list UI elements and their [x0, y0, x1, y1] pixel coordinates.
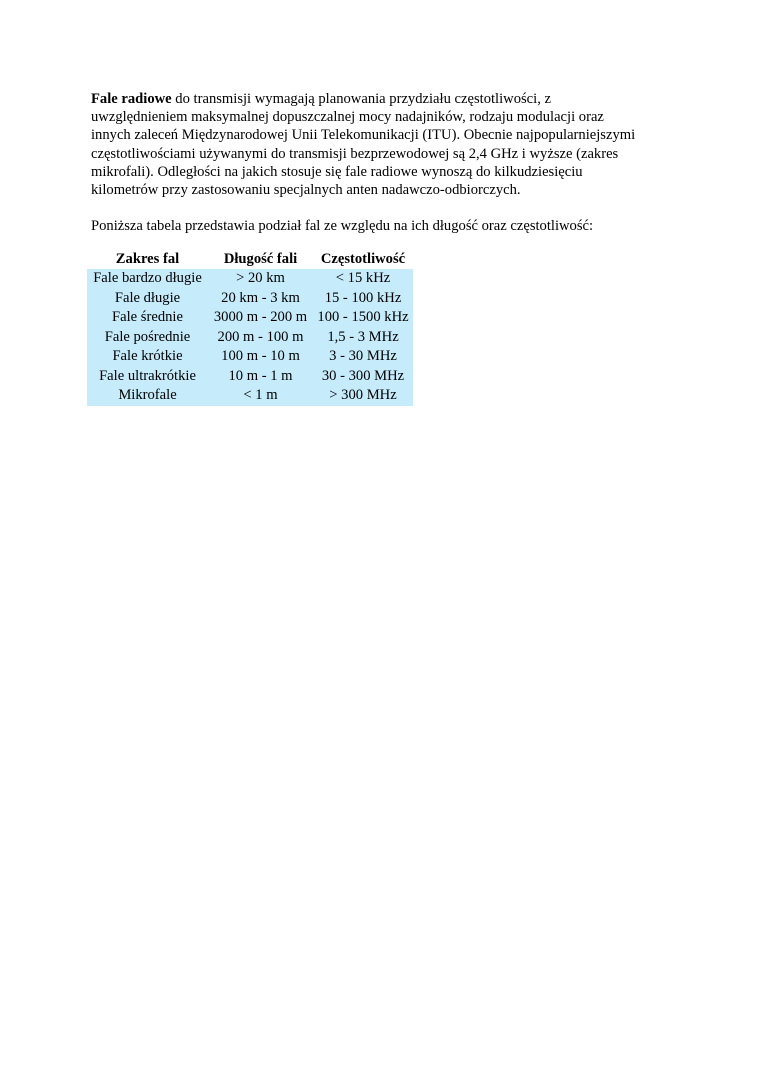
table-row — [87, 328, 413, 348]
cell-range: Fale bardzo długie — [87, 269, 208, 289]
table-row — [87, 347, 413, 367]
cell-frequency: < 15 kHz — [313, 269, 413, 289]
cell-wavelength: 3000 m - 200 m — [208, 308, 313, 328]
paragraph-line: uwzględnieniem maksymalnej dopuszczalnej mocy nadajników, rodzaju modulacji oraz — [91, 109, 604, 126]
cell-wavelength: < 1 m — [208, 386, 313, 406]
paragraph-bold-lead: Fale radiowe — [91, 91, 172, 107]
cell-range: Fale pośrednie — [87, 328, 208, 348]
cell-frequency: 3 - 30 MHz — [313, 347, 413, 367]
header-wavelength: Długość fali — [208, 248, 313, 269]
table-header-row — [87, 248, 413, 269]
cell-range: Fale długie — [87, 289, 208, 309]
cell-wavelength: 10 m - 1 m — [208, 367, 313, 387]
table-intro-text: Poniższa tabela przedstawia podział fal ze względu na ich długość oraz częstotliwość: — [91, 218, 594, 235]
paragraph-line: częstotliwościami używanymi do transmisji bezprzewodowej są 2,4 GHz i wyższe (zakres — [91, 145, 619, 162]
header-range: Zakres fal — [87, 248, 208, 269]
table-row — [87, 367, 413, 387]
paragraph-line: kilometrów przy zastosowaniu specjalnych anten nadawczo-odbiorczych. — [91, 182, 521, 199]
cell-wavelength: > 20 km — [208, 269, 313, 289]
cell-wavelength: 100 m - 10 m — [208, 347, 313, 367]
table-row — [87, 269, 413, 289]
cell-frequency: 15 - 100 kHz — [313, 289, 413, 309]
paragraph-line: innych zaleceń Międzynarodowej Unii Telekomunikacji (ITU). Obecnie najpopularniejszymi — [91, 127, 636, 144]
cell-range: Fale ultrakrótkie — [87, 367, 208, 387]
paragraph-line: mikrofali). Odległości na jakich stosuje się fale radiowe wynoszą do kilkudziesięciu — [91, 163, 583, 180]
wave-ranges-table — [87, 248, 413, 406]
header-frequency: Częstotliwość — [313, 248, 413, 269]
cell-wavelength: 200 m - 100 m — [208, 328, 313, 348]
cell-range: Fale krótkie — [87, 347, 208, 367]
table-row — [87, 289, 413, 309]
cell-frequency: > 300 MHz — [313, 386, 413, 406]
table-row — [87, 308, 413, 328]
cell-frequency: 30 - 300 MHz — [313, 367, 413, 387]
cell-wavelength: 20 km - 3 km — [208, 289, 313, 309]
cell-frequency: 100 - 1500 kHz — [313, 308, 413, 328]
table-row — [87, 386, 413, 406]
cell-range: Mikrofale — [87, 386, 208, 406]
paragraph-line: do transmisji wymagają planowania przydziału częstotliwości, z — [171, 91, 551, 107]
document-content — [91, 90, 671, 235]
cell-range: Fale średnie — [87, 308, 208, 328]
cell-frequency: 1,5 - 3 MHz — [313, 328, 413, 348]
radio-waves-paragraph — [91, 90, 671, 199]
